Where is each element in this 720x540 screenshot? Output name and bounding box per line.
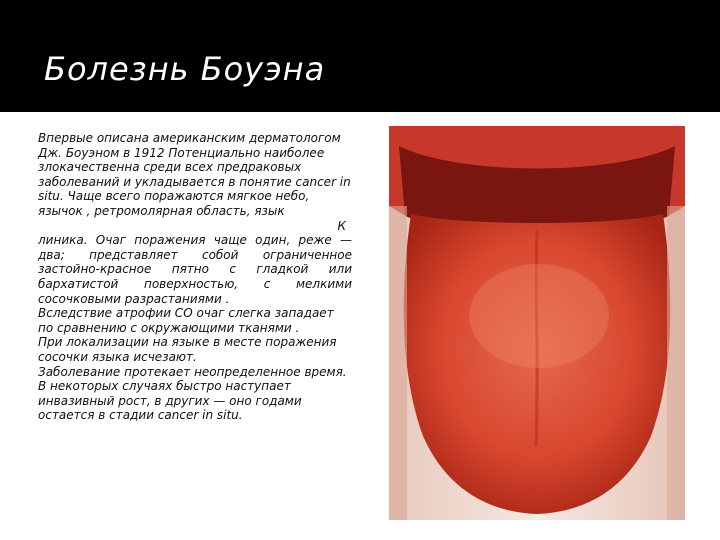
title-bar: [0, 0, 720, 112]
clinic-initial-letter: К: [337, 218, 346, 233]
tongue-illustration: [389, 126, 685, 520]
left-cheek-shadow: [389, 206, 407, 520]
right-cheek-shadow: [667, 206, 685, 520]
tongue-paragraph: При локализации на языке в месте поражения сосочки языка исчезают.: [38, 335, 337, 364]
course-paragraph: Заболевание протекает неопределенное время. В некоторых случаях быстро наступает инвазивный рост, в других — оно годами остается в стадии cancer in situ.: [38, 364, 347, 423]
lesion-patch: [469, 264, 609, 368]
clinic-paragraph: линика. Очаг поражения чаще один, реже — два; представляет собой ограниченное застойно-красное пятно с гладкой или бархатистой поверхностью, с мелкими сосочковыми разрастаниями .: [38, 233, 352, 306]
atrophy-paragraph: Вследствие атрофии СО очаг слегка западает по сравнению с окружающими тканями .: [38, 306, 334, 335]
intro-paragraph: Впервые описана американским дерматологом Дж. Боуэном в 1912 Потенциально наиболее злокачественна среди всех предраковых заболеваний и укладывается в понятие cancer in situ. Чаще всего поражаются мягкое небо, язычок , ретромолярная область, язык: [38, 131, 351, 218]
slide-title: Болезнь Боуэна: [44, 50, 326, 88]
slide-body-text: [38, 131, 352, 423]
tongue-lesion-photo: [389, 126, 685, 520]
